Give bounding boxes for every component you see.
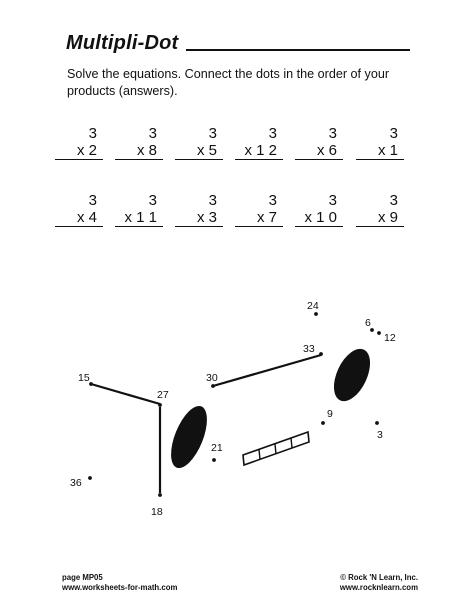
problem-multiplier: x 6 xyxy=(295,142,343,160)
copyright: © Rock 'N Learn, Inc. xyxy=(340,573,418,582)
problem-top: 3 xyxy=(88,192,97,209)
problem-top: 3 xyxy=(268,125,277,142)
dot-label: 33 xyxy=(303,343,315,355)
problem-multiplier: x 9 xyxy=(356,209,404,227)
dot-label: 3 xyxy=(377,429,383,441)
problem-multiplier: x 1 1 xyxy=(115,209,163,227)
oval-left xyxy=(164,401,215,473)
problem-multiplier: x 4 xyxy=(55,209,103,227)
problem-multiplier: x 1 0 xyxy=(295,209,343,227)
dot-label: 27 xyxy=(157,389,169,401)
dot-label: 36 xyxy=(70,477,82,489)
dot-label: 12 xyxy=(384,332,396,344)
problem-multiplier: x 2 xyxy=(55,142,103,160)
puzzle-line xyxy=(213,355,321,386)
dot-18 xyxy=(158,493,162,497)
instructions: Solve the equations. Connect the dots in the order of your products (answers). xyxy=(67,67,390,98)
dot-label: 30 xyxy=(206,372,218,384)
puzzle-line xyxy=(91,384,160,404)
problem-top: 3 xyxy=(389,125,398,142)
footer-website: www.worksheets-for-math.com xyxy=(62,582,178,592)
problem-multiplier: x 5 xyxy=(175,142,223,160)
dot-label: 9 xyxy=(327,408,333,420)
problem-top: 3 xyxy=(148,125,157,142)
dot-33 xyxy=(319,352,323,356)
dot-24 xyxy=(314,312,318,316)
page-title: Multipli-Dot xyxy=(66,32,179,54)
grille xyxy=(243,432,309,465)
problem-multiplier: x 1 xyxy=(356,142,404,160)
dot-label: 24 xyxy=(307,300,319,312)
problem-top: 3 xyxy=(148,192,157,209)
dot-9 xyxy=(321,421,325,425)
problem-top: 3 xyxy=(208,125,217,142)
problem-multiplier: x 7 xyxy=(235,209,283,227)
dot-label: 18 xyxy=(151,506,163,518)
publisher-website: www.rocknlearn.com xyxy=(339,582,418,592)
dot-label: 21 xyxy=(211,442,223,454)
dot-27 xyxy=(158,403,162,407)
problem-top: 3 xyxy=(328,125,337,142)
problem-multiplier: x 3 xyxy=(175,209,223,227)
footer-left xyxy=(62,573,177,592)
problem-top: 3 xyxy=(208,192,217,209)
problem-top: 3 xyxy=(389,192,398,209)
dot-12 xyxy=(377,331,381,335)
dot-36 xyxy=(88,476,92,480)
dot-30 xyxy=(211,384,215,388)
dot-21 xyxy=(212,458,216,462)
page-number: page MP05 xyxy=(62,573,103,582)
oval-right xyxy=(327,343,378,406)
dot-label: 15 xyxy=(78,372,90,384)
problem-top: 3 xyxy=(328,192,337,209)
problem-multiplier: x 1 2 xyxy=(235,142,283,160)
problem-top: 3 xyxy=(268,192,277,209)
dot-label: 6 xyxy=(365,317,371,329)
footer-right xyxy=(340,573,418,592)
problem-multiplier: x 8 xyxy=(115,142,163,160)
dot-3 xyxy=(375,421,379,425)
problem-top: 3 xyxy=(88,125,97,142)
